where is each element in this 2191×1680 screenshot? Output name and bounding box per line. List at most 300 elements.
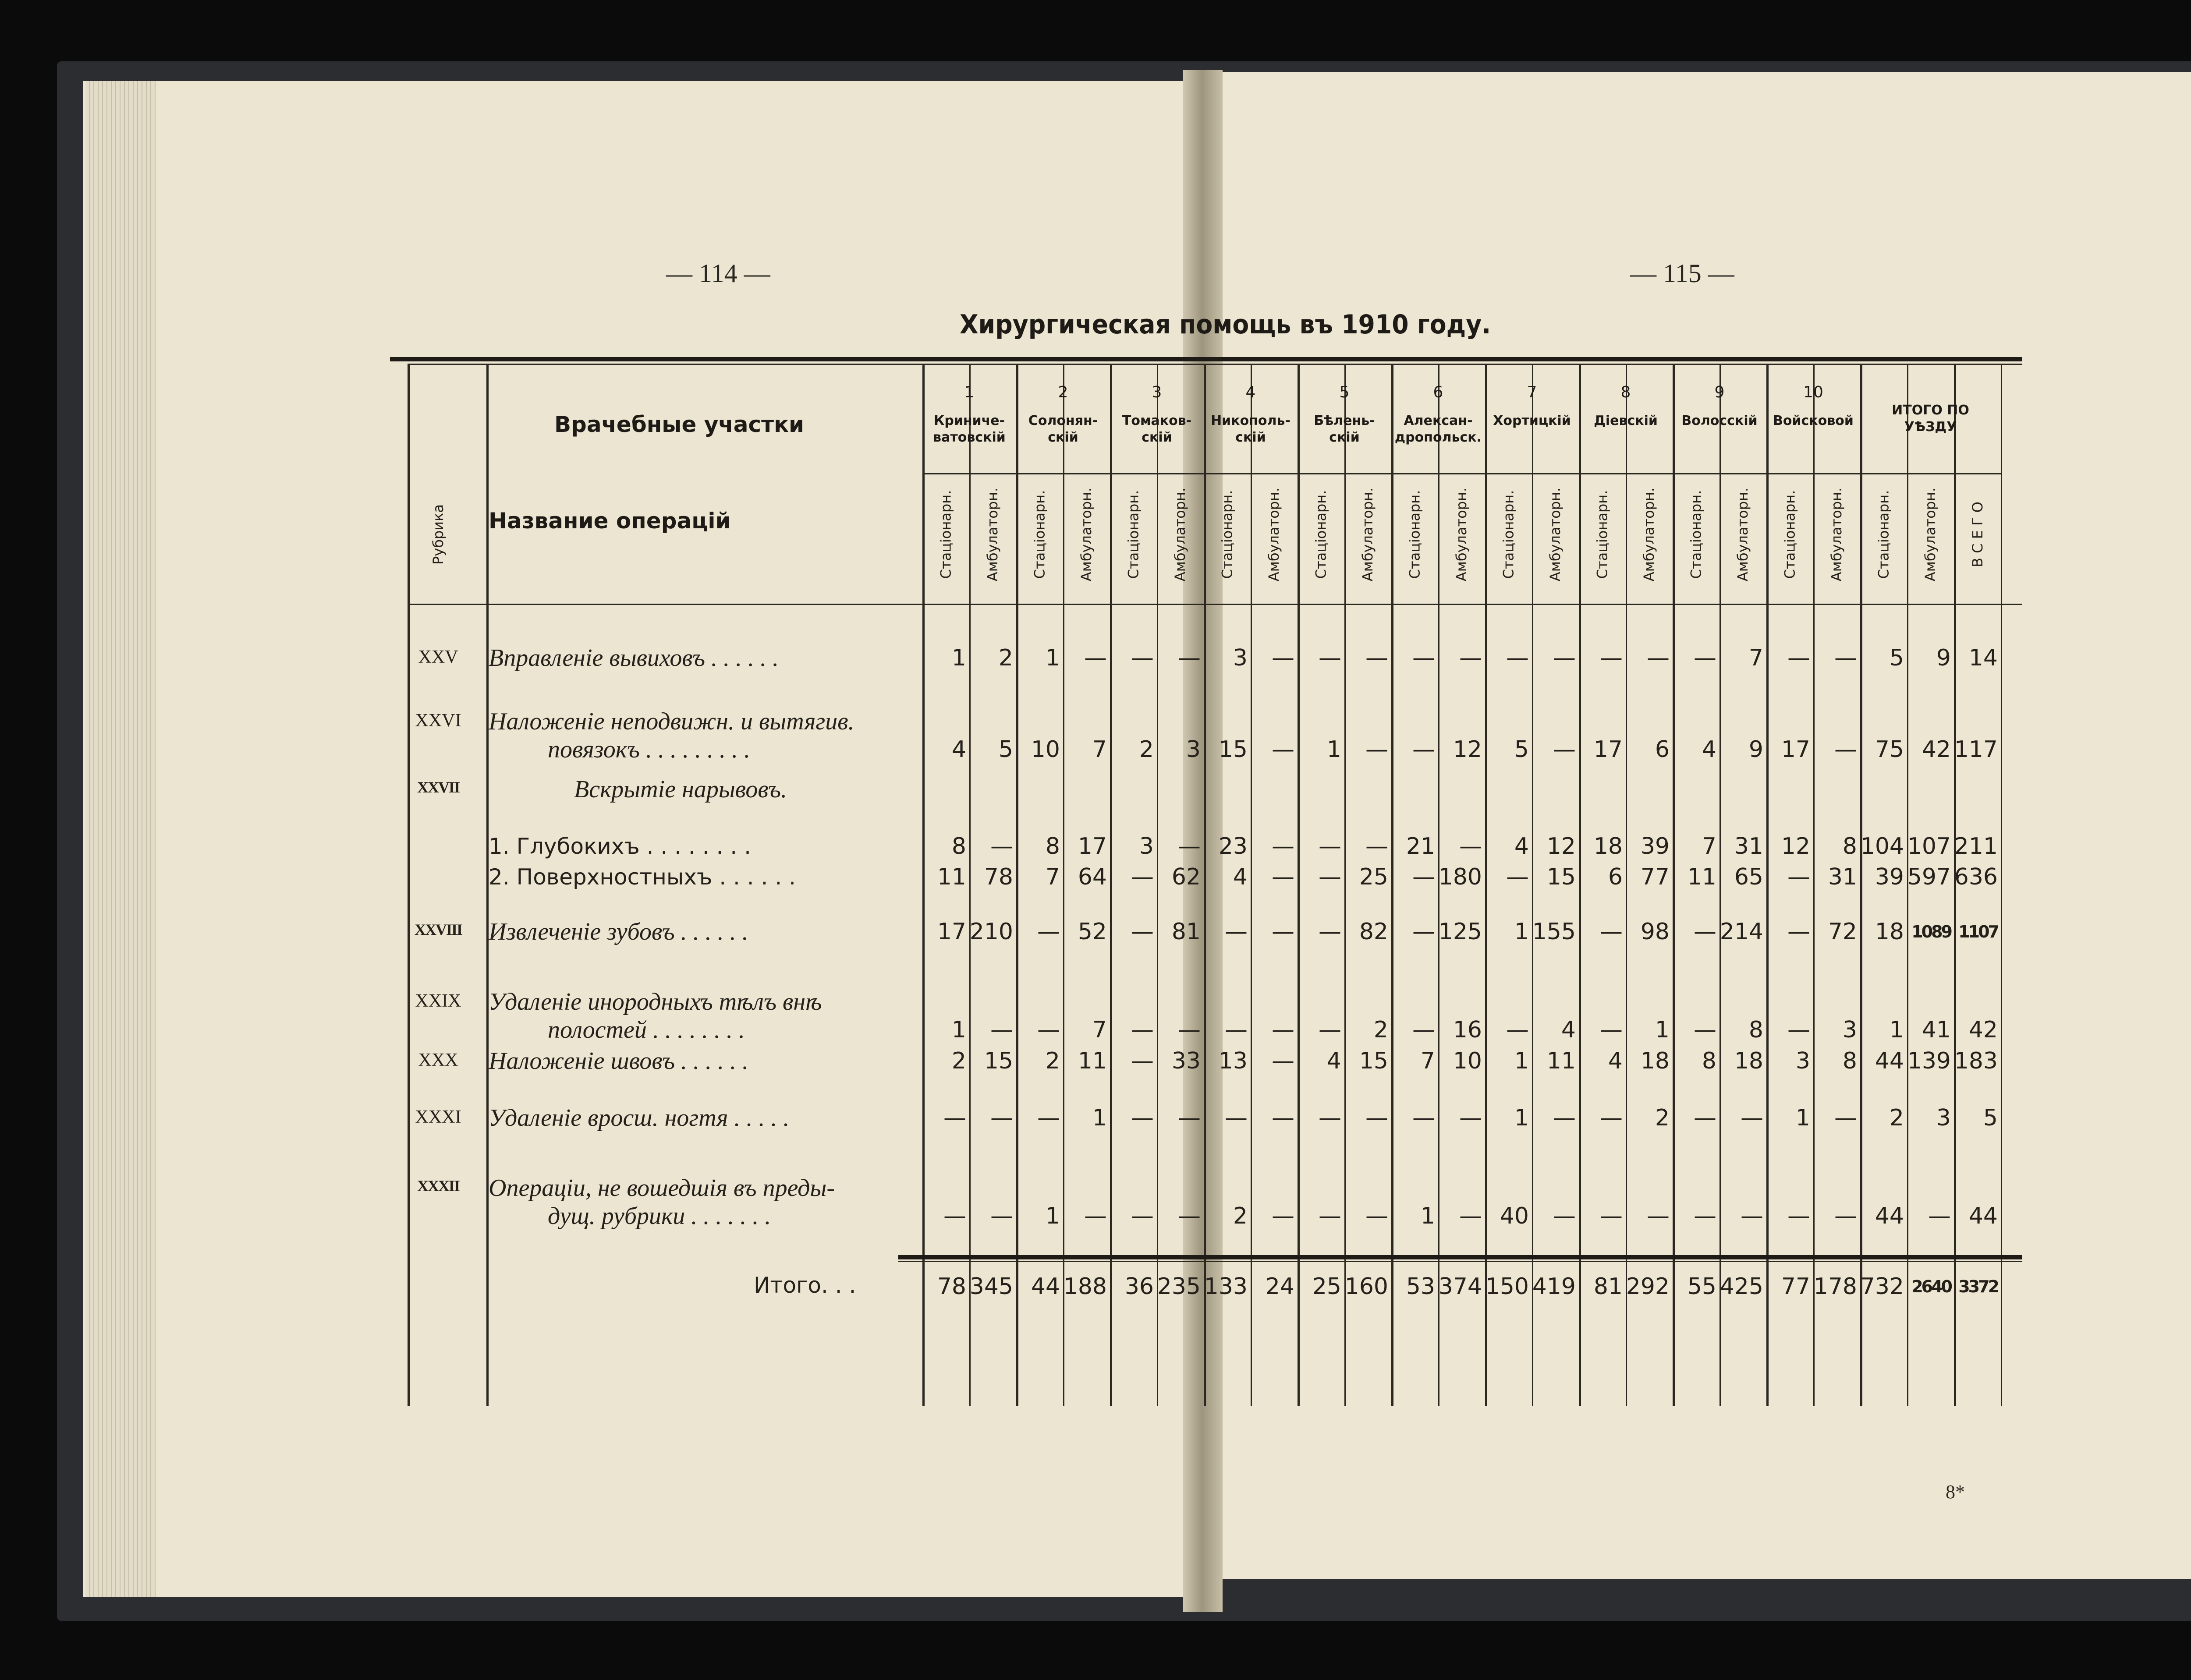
data-cell: — <box>1694 1203 1716 1229</box>
data-cell: — <box>1787 864 1810 890</box>
data-cell: 65 <box>1734 864 1763 890</box>
data-cell: 98 <box>1640 919 1670 945</box>
data-cell: 18 <box>1734 1048 1763 1074</box>
grid-vline <box>2001 364 2002 1406</box>
data-cell: — <box>1272 1017 1294 1043</box>
data-cell: 214 <box>1719 919 1763 945</box>
data-cell: — <box>1319 1203 1341 1229</box>
data-cell: — <box>990 1017 1013 1043</box>
data-cell: 636 <box>1954 864 1998 890</box>
total-cell: 3372 <box>1958 1277 1998 1296</box>
subheader-stationary: Стаціонарн. <box>1781 490 1798 579</box>
data-cell: 44 <box>1875 1048 1904 1074</box>
grid-vline <box>408 364 410 1406</box>
rubric-number: XXVI <box>415 711 461 731</box>
total-cell: 235 <box>1157 1273 1201 1300</box>
data-cell: — <box>1272 1203 1294 1229</box>
data-cell: — <box>1037 1017 1060 1043</box>
data-cell: 5 <box>1514 736 1529 763</box>
data-cell: 1107 <box>1958 922 1998 941</box>
data-cell: — <box>1694 1017 1716 1043</box>
data-cell: — <box>1272 919 1294 945</box>
data-cell: 3 <box>1936 1105 1951 1131</box>
data-cell: 7 <box>1045 864 1060 890</box>
data-cell: — <box>943 1105 966 1131</box>
data-cell: — <box>1834 1203 1857 1229</box>
rubric-number: XXIX <box>415 991 461 1011</box>
data-cell: 39 <box>1875 864 1904 890</box>
data-cell: — <box>1741 1203 1763 1229</box>
data-cell: 4 <box>1561 1017 1576 1043</box>
district-name: Никополь- скій <box>1211 413 1290 445</box>
data-cell: 31 <box>1734 833 1763 859</box>
district-number: 8 <box>1620 383 1631 401</box>
data-cell: 23 <box>1218 833 1248 859</box>
district-number: 6 <box>1433 383 1443 401</box>
data-cell: — <box>1131 1105 1154 1131</box>
data-cell: 6 <box>1655 736 1670 763</box>
data-cell: — <box>1272 833 1294 859</box>
total-cell: 160 <box>1344 1273 1388 1300</box>
data-cell: — <box>1037 919 1060 945</box>
data-cell: — <box>990 833 1013 859</box>
grid-hline <box>408 604 2022 605</box>
grid-hline <box>898 1255 2022 1259</box>
data-cell: 18 <box>1640 1048 1670 1074</box>
data-cell: 17 <box>1078 833 1107 859</box>
data-cell: — <box>1084 1203 1107 1229</box>
total-cell: 78 <box>937 1273 966 1300</box>
data-cell: — <box>1787 1017 1810 1043</box>
operation-name: Вправленіе вывиховъ . . . . . . <box>489 644 779 672</box>
subheader-stationary: Стаціонарн. <box>1594 490 1611 579</box>
data-cell: 183 <box>1954 1048 1998 1074</box>
data-cell: 211 <box>1954 833 1998 859</box>
data-cell: 1 <box>951 1017 966 1043</box>
operation-name-continued: дущ. рубрики . . . . . . . <box>548 1203 771 1230</box>
data-cell: 1 <box>1092 1105 1107 1131</box>
data-cell: 2 <box>998 645 1013 671</box>
data-cell: — <box>1600 645 1623 671</box>
subheader-stationary: Стаціонарн. <box>1031 490 1048 579</box>
data-cell: 44 <box>1875 1203 1904 1229</box>
operation-name: Операціи, не вошедшія въ преды- <box>489 1174 835 1202</box>
data-cell: 104 <box>1860 833 1904 859</box>
operation-name: Наложеніе неподвижн. и вытягив. <box>489 708 854 735</box>
data-cell: 1 <box>1420 1203 1435 1229</box>
data-cell: 40 <box>1500 1203 1529 1229</box>
district-name: Солонян- скій <box>1028 413 1098 445</box>
data-cell: 8 <box>1748 1017 1763 1043</box>
data-cell: — <box>1365 645 1388 671</box>
data-cell: — <box>1834 645 1857 671</box>
data-cell: 10 <box>1453 1048 1482 1074</box>
data-cell: — <box>1319 919 1341 945</box>
data-cell: 2 <box>1233 1203 1248 1229</box>
data-cell: 10 <box>1031 736 1060 763</box>
subheader-ambulatory: Амбулаторн. <box>1641 487 1658 582</box>
subheader-ambulatory: Амбулаторн. <box>984 487 1001 582</box>
data-cell: 2 <box>1139 736 1154 763</box>
data-cell: 7 <box>1748 645 1763 671</box>
district-name: Волосскій <box>1681 413 1758 428</box>
data-cell: — <box>1787 645 1810 671</box>
data-cell: 3 <box>1795 1048 1810 1074</box>
data-cell: 4 <box>1608 1048 1623 1074</box>
data-cell: — <box>1647 645 1670 671</box>
subheader-ambulatory: Амбулаторн. <box>1922 487 1939 582</box>
data-cell: 180 <box>1438 864 1482 890</box>
total-cell: 150 <box>1485 1273 1529 1300</box>
data-cell: — <box>1412 1017 1435 1043</box>
data-cell: — <box>1647 1203 1670 1229</box>
data-cell: — <box>1272 1105 1294 1131</box>
grid-hline <box>408 364 2022 365</box>
district-name: ИТОГО ПО УѢЗДУ <box>1892 403 1969 435</box>
data-cell: — <box>1084 645 1107 671</box>
subheader-ambulatory: Амбулаторн. <box>1547 487 1564 582</box>
total-cell: 133 <box>1204 1273 1248 1300</box>
data-cell: 33 <box>1171 1048 1201 1074</box>
data-cell: — <box>1131 1017 1154 1043</box>
total-cell: 55 <box>1687 1273 1716 1300</box>
data-cell: — <box>990 1105 1013 1131</box>
data-cell: 4 <box>1702 736 1716 763</box>
district-name: Діевскій <box>1594 413 1658 428</box>
total-cell: 188 <box>1063 1273 1107 1300</box>
data-cell: 31 <box>1828 864 1857 890</box>
data-cell: 4 <box>1326 1048 1341 1074</box>
data-cell: 3 <box>1842 1017 1857 1043</box>
data-cell: — <box>1131 645 1154 671</box>
top-rule <box>390 357 2022 361</box>
data-cell: 18 <box>1593 833 1623 859</box>
data-cell: — <box>1834 736 1857 763</box>
data-cell: — <box>943 1203 966 1229</box>
data-cell: 2 <box>951 1048 966 1074</box>
data-cell: 62 <box>1171 864 1201 890</box>
operation-name: Наложеніе швовъ . . . . . . <box>489 1047 749 1075</box>
data-cell: 77 <box>1640 864 1670 890</box>
data-cell: 17 <box>1781 736 1810 763</box>
data-cell: 12 <box>1546 833 1576 859</box>
rubric-number: XXXII <box>417 1177 459 1195</box>
subheader-total: В С Е Г О <box>1969 502 1986 567</box>
page-number-right: — 115 — <box>1630 259 1734 288</box>
district-name: Криниче- ватовскій <box>933 413 1006 445</box>
subheader-ambulatory: Амбулаторн. <box>1172 487 1189 582</box>
data-cell: 64 <box>1078 864 1107 890</box>
data-cell: — <box>1272 645 1294 671</box>
data-cell: — <box>1600 1203 1623 1229</box>
page-number-left: — 114 — <box>666 259 770 288</box>
data-cell: 8 <box>951 833 966 859</box>
operation-name: Извлеченіе зубовъ . . . . . . <box>489 918 748 945</box>
data-cell: 8 <box>1702 1048 1716 1074</box>
subheader-stationary: Стаціонарн. <box>1500 490 1517 579</box>
data-cell: — <box>1178 1017 1201 1043</box>
data-cell: 125 <box>1438 919 1482 945</box>
data-cell: 17 <box>1593 736 1623 763</box>
data-cell: — <box>1553 1203 1576 1229</box>
subheader-stationary: Стаціонарн. <box>1125 490 1142 579</box>
data-cell: 2 <box>1373 1017 1388 1043</box>
data-cell: 7 <box>1092 736 1107 763</box>
data-cell: — <box>1225 1105 1248 1131</box>
rubric-number: XXVII <box>417 778 459 796</box>
total-cell: 374 <box>1438 1273 1482 1300</box>
data-cell: 78 <box>984 864 1013 890</box>
total-cell: 77 <box>1781 1273 1810 1300</box>
total-cell: 2640 <box>1911 1277 1951 1296</box>
table-title: Хирургическая помощь въ 1910 году. <box>960 309 1491 340</box>
data-cell: — <box>1787 919 1810 945</box>
ops-label: Название операцій <box>489 508 731 534</box>
data-cell: 5 <box>1889 645 1904 671</box>
data-cell: 11 <box>1078 1048 1107 1074</box>
district-number: 9 <box>1714 383 1725 401</box>
data-cell: — <box>1600 919 1623 945</box>
data-cell: — <box>1178 1203 1201 1229</box>
data-cell: — <box>1834 1105 1857 1131</box>
data-cell: — <box>1459 1203 1482 1229</box>
data-cell: — <box>1412 1105 1435 1131</box>
data-cell: — <box>1459 645 1482 671</box>
data-cell: 7 <box>1702 833 1716 859</box>
data-cell: 11 <box>1687 864 1716 890</box>
data-cell: — <box>1319 645 1341 671</box>
subheader-ambulatory: Амбулаторн. <box>1359 487 1376 582</box>
total-cell: 36 <box>1124 1273 1154 1300</box>
total-cell: 24 <box>1265 1273 1294 1300</box>
data-cell: 117 <box>1954 736 1998 763</box>
subheader-stationary: Стаціонарн. <box>1219 490 1236 579</box>
data-cell: — <box>1694 1105 1716 1131</box>
data-cell: 5 <box>998 736 1013 763</box>
data-cell: — <box>1319 1105 1341 1131</box>
district-name: Алексан- дропольск. <box>1394 413 1482 445</box>
data-cell: — <box>1319 864 1341 890</box>
data-cell: 1 <box>1045 645 1060 671</box>
data-cell: 52 <box>1078 919 1107 945</box>
data-cell: 15 <box>1218 736 1248 763</box>
rubric-label: Рубрика <box>430 504 447 565</box>
districts-label: Врачебные участки <box>554 412 805 437</box>
data-cell: — <box>1412 645 1435 671</box>
data-cell: — <box>1506 864 1529 890</box>
subheader-stationary: Стаціонарн. <box>1875 490 1892 579</box>
data-cell: — <box>1178 1105 1201 1131</box>
data-cell: — <box>1553 736 1576 763</box>
data-cell: 1 <box>1326 736 1341 763</box>
total-cell: 345 <box>969 1273 1013 1300</box>
subheader-stationary: Стаціонарн. <box>1688 490 1705 579</box>
data-cell: 13 <box>1218 1048 1248 1074</box>
data-cell: 210 <box>969 919 1013 945</box>
data-cell: — <box>1131 1048 1154 1074</box>
subheader-ambulatory: Амбулаторн. <box>1078 487 1095 582</box>
data-cell: 139 <box>1907 1048 1951 1074</box>
data-cell: 3 <box>1233 645 1248 671</box>
rubric-number: XXVIII <box>414 921 462 938</box>
data-cell: 1 <box>1655 1017 1670 1043</box>
operation-name: Удаленіе инородныхъ тѣлъ внѣ <box>489 988 822 1015</box>
operation-name-continued: повязокъ . . . . . . . . . <box>548 736 750 763</box>
total-cell: 81 <box>1593 1273 1623 1300</box>
data-cell: 12 <box>1453 736 1482 763</box>
data-cell: 44 <box>1968 1203 1998 1229</box>
data-cell: 11 <box>937 864 966 890</box>
data-cell: 12 <box>1781 833 1810 859</box>
district-number: 1 <box>964 383 975 401</box>
data-cell: 72 <box>1828 919 1857 945</box>
data-cell: — <box>1319 833 1341 859</box>
district-name: Бѣлень- скій <box>1314 413 1375 445</box>
data-cell: — <box>1131 864 1154 890</box>
data-cell: 16 <box>1453 1017 1482 1043</box>
subheader-stationary: Стаціонарн. <box>1312 490 1329 579</box>
data-cell: — <box>1600 1105 1623 1131</box>
data-cell: 15 <box>1359 1048 1388 1074</box>
subheader-ambulatory: Амбулаторн. <box>1734 487 1751 582</box>
data-cell: 597 <box>1907 864 1951 890</box>
data-cell: — <box>1600 1017 1623 1043</box>
data-cell: 2 <box>1655 1105 1670 1131</box>
data-cell: 14 <box>1968 645 1998 671</box>
total-cell: 53 <box>1406 1273 1435 1300</box>
data-cell: — <box>1928 1203 1951 1229</box>
data-cell: — <box>1319 1017 1341 1043</box>
data-cell: 18 <box>1875 919 1904 945</box>
subheader-stationary: Стаціонарн. <box>937 490 954 579</box>
data-cell: — <box>1553 1105 1576 1131</box>
data-cell: — <box>1365 736 1388 763</box>
data-cell: — <box>1553 645 1576 671</box>
surgery-table <box>408 364 2022 1406</box>
data-cell: — <box>1131 1203 1154 1229</box>
data-cell: 75 <box>1875 736 1904 763</box>
data-cell: — <box>1178 645 1201 671</box>
total-cell: 732 <box>1860 1273 1904 1300</box>
data-cell: 1 <box>1514 1105 1529 1131</box>
subheader-stationary: Стаціонарн. <box>1406 490 1423 579</box>
district-name: Хортицкій <box>1493 413 1571 428</box>
data-cell: 21 <box>1406 833 1435 859</box>
data-cell: 4 <box>1233 864 1248 890</box>
district-number: 7 <box>1527 383 1537 401</box>
data-cell: — <box>1459 833 1482 859</box>
data-cell: 39 <box>1640 833 1670 859</box>
data-cell: 7 <box>1420 1048 1435 1074</box>
rubric-number: XXXI <box>415 1107 461 1127</box>
data-cell: 1 <box>1045 1203 1060 1229</box>
data-cell: 11 <box>1546 1048 1576 1074</box>
operation-name: 2. Поверхностныхъ . . . . . . <box>489 864 796 890</box>
total-label: Итого. . . <box>754 1273 856 1298</box>
operation-name: Вскрытіе нарывовъ. <box>574 776 787 803</box>
data-cell: — <box>1225 1017 1248 1043</box>
data-cell: — <box>1272 736 1294 763</box>
data-cell: 1089 <box>1911 922 1951 941</box>
data-cell: 42 <box>1922 736 1951 763</box>
data-cell: — <box>1787 1203 1810 1229</box>
data-cell: — <box>1694 919 1716 945</box>
data-cell: 8 <box>1045 833 1060 859</box>
district-number: 3 <box>1152 383 1162 401</box>
district-number: 10 <box>1803 383 1823 401</box>
data-cell: 82 <box>1359 919 1388 945</box>
data-cell: 4 <box>1514 833 1529 859</box>
data-cell: — <box>1272 1048 1294 1074</box>
data-cell: 6 <box>1608 864 1623 890</box>
grid-hline <box>898 1261 2022 1262</box>
data-cell: — <box>1506 645 1529 671</box>
data-cell: 2 <box>1045 1048 1060 1074</box>
district-name: Томаков- скій <box>1122 413 1192 445</box>
data-cell: — <box>1225 919 1248 945</box>
data-cell: 1 <box>1514 1048 1529 1074</box>
data-cell: — <box>1412 864 1435 890</box>
data-cell: 8 <box>1842 1048 1857 1074</box>
data-cell: — <box>1506 1017 1529 1043</box>
data-cell: 8 <box>1842 833 1857 859</box>
data-cell: 42 <box>1968 1017 1998 1043</box>
total-cell: 25 <box>1312 1273 1341 1300</box>
data-cell: — <box>1694 645 1716 671</box>
subheader-ambulatory: Амбулаторн. <box>1453 487 1470 582</box>
data-cell: 17 <box>937 919 966 945</box>
data-cell: 1 <box>1795 1105 1810 1131</box>
data-cell: — <box>1741 1105 1763 1131</box>
total-cell: 292 <box>1626 1273 1670 1300</box>
data-cell: 2 <box>1889 1105 1904 1131</box>
district-number: 2 <box>1058 383 1068 401</box>
data-cell: — <box>1178 833 1201 859</box>
data-cell: — <box>990 1203 1013 1229</box>
total-cell: 425 <box>1719 1273 1763 1300</box>
district-number: 4 <box>1245 383 1256 401</box>
data-cell: 107 <box>1907 833 1951 859</box>
operation-name-continued: полостей . . . . . . . . <box>548 1016 745 1043</box>
total-cell: 178 <box>1813 1273 1857 1300</box>
data-cell: 3 <box>1186 736 1201 763</box>
data-cell: — <box>1037 1105 1060 1131</box>
data-cell: — <box>1131 919 1154 945</box>
data-cell: 7 <box>1092 1017 1107 1043</box>
rubric-number: XXX <box>418 1050 458 1070</box>
data-cell: 41 <box>1922 1017 1951 1043</box>
data-cell: 5 <box>1983 1105 1998 1131</box>
data-cell: 81 <box>1171 919 1201 945</box>
data-cell: — <box>1365 833 1388 859</box>
data-cell: 9 <box>1748 736 1763 763</box>
data-cell: — <box>1459 1105 1482 1131</box>
data-cell: — <box>1412 736 1435 763</box>
data-cell: 155 <box>1532 919 1576 945</box>
data-cell: 15 <box>984 1048 1013 1074</box>
operation-name: Удаленіе вросш. ногтя . . . . . <box>489 1104 790 1132</box>
data-cell: — <box>1365 1105 1388 1131</box>
district-name: Войсковой <box>1773 413 1854 428</box>
data-cell: — <box>1412 919 1435 945</box>
left-page-edges <box>85 81 156 1597</box>
data-cell: 25 <box>1359 864 1388 890</box>
district-number: 5 <box>1339 383 1350 401</box>
subheader-ambulatory: Амбулаторн. <box>1266 487 1283 582</box>
data-cell: 1 <box>951 645 966 671</box>
total-cell: 419 <box>1532 1273 1576 1300</box>
data-cell: 9 <box>1936 645 1951 671</box>
